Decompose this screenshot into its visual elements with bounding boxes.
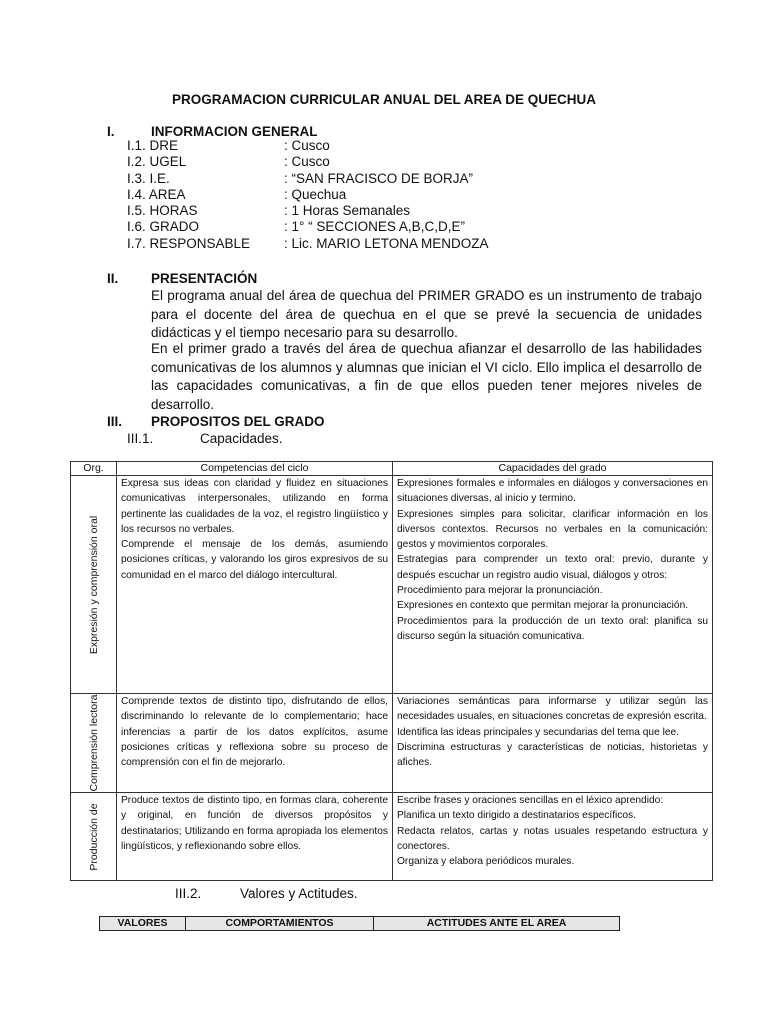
info-value: : Cusco [284,154,330,170]
column-header-capacidades: Capacidades del grado [393,462,713,476]
table-row [71,793,713,881]
capacidad-text: Procedimientos para la producción de un texto oral: planifica su discurso según la situación comunicativa. [397,615,708,642]
capacidad-text: Expresiones simples para solicitar, clarificar información en los diversos contextos. Recursos no verbales en la comunicación: gestos y movimientos corporales. [397,508,708,551]
info-value: : Cusco [284,138,330,153]
table-row [71,694,713,793]
competencias-cell [117,793,393,881]
subsection-label: Valores y Actitudes. [240,886,358,901]
info-label: I.1. DRE [127,138,179,153]
capacidad-text: Discrimina estructuras y características de noticias, historietas y afiches. [397,741,708,769]
subsection-number: III.2. [175,886,202,901]
org-label: Expresión y comprensión oral [87,515,100,654]
capacidades-cell [393,694,713,793]
info-label: I.2. UGEL [127,154,187,170]
capacidad-text: Redacta relatos, cartas y notas usuales respetando estructura y conectores. [397,825,708,852]
table-header-row [100,917,620,931]
document-title: PROGRAMACION CURRICULAR ANUAL DEL AREA DE QUECHUA [171,92,596,107]
org-label: Comprensión lectora [87,694,100,792]
section-title: INFORMACION GENERAL [151,124,318,139]
capacidad-text: Variaciones semánticas para informarse y utilizar según las necesidades usuales, en situaciones concretas de expresión escrita. [397,696,708,723]
competencia-text: Produce textos de distinto tipo, en formas clara, coherente y original, en función de diversos propósitos y destinatarios; Utilizando en forma apropiada los elementos lingüísticos, y reflexionando sobre ellos. [121,795,388,852]
capacidad-text: Escribe frases y oraciones sencillas en el léxico aprendido: [397,795,664,806]
section-title: PROPOSITOS DEL GRADO [151,414,325,429]
column-header-competencias: Competencias del ciclo [117,462,393,476]
info-label: I.6. GRADO [127,219,200,235]
column-header-valores: VALORES [100,917,186,931]
competencias-cell [117,476,393,694]
section-title: PRESENTACIÓN [151,271,258,286]
column-header-comportamientos: COMPORTAMIENTOS [186,917,374,931]
info-label: I.3. I.E. [127,170,170,186]
capacidad-text: Expresiones en contexto que permitan mejorar la pronunciación. [397,600,689,612]
presentation-paragraph-1: El programa anual del área de quechua del PRIMER GRADO es un instrumento de trabajo para el docente del área de quechua en el que se prevé la secuencia de unidades didácticas y el tiempo necesario para su desarrollo. [151,288,702,340]
info-value: : 1° “ SECCIONES A,B,C,D,E” [284,219,465,235]
org-label: Producción de [87,802,100,871]
competencia-text: Comprende el mensaje de los demás, asumiendo posiciones críticas, y valorando los giros expresivos de su comunidad en el marco del diálogo intercultural. [121,539,388,581]
subsection-number: III.1. [127,431,154,446]
org-cell [71,793,117,881]
table-header-row [71,462,713,476]
info-value: : Quechua [284,186,347,202]
capacities-table [70,461,713,881]
values-table [99,916,620,931]
info-value: : “SAN FRACISCO DE BORJA” [284,170,474,186]
capacidades-cell [393,793,713,881]
column-header-actitudes: ACTITUDES ANTE EL AREA [374,917,620,931]
capacidad-text: Procedimiento para mejorar la pronunciación. [397,585,603,597]
capacidad-text: Planifica un texto dirigido a destinatarios específicos. [397,810,636,822]
section-number: I. [107,124,115,139]
info-label: I.7. RESPONSABLE [127,235,251,251]
capacidad-text: Identifica las ideas principales y secundarias del tema que lee. [397,726,680,738]
info-label: I.4. AREA [127,186,186,202]
capacidad-text: Organiza y elabora periódicos murales. [397,856,575,868]
competencia-text: Expresa sus ideas con claridad y fluidez en situaciones comunicativas interpersonales, utilizando en forma pertinente las cualidades de la voz, el registro lingüístico y los recursos no verbales. [121,478,388,535]
presentation-paragraph-2: En el primer grado a través del área de quechua afianzar el desarrollo de las habilidades comunicativas de los alumnos y alumnas que inician el VI ciclo. Ello implica el desarrollo de las capacidades comunicativas, a fin de que ellos pueden tener mejores niveles de desarrollo. [151,341,702,412]
info-value: : Lic. MARIO LETONA MENDOZA [284,235,489,251]
competencia-text: Comprende textos de distinto tipo, disfrutando de ellos, discriminando lo relevante de lo complementario; hace inferencias a partir de los datos explícitos, asume posiciones críticas y reflexiona sobre su proceso de comprensión con el fin de mejorarlo. [121,696,388,769]
info-label: I.5. HORAS [127,203,198,219]
subsection-label: Capacidades. [200,431,283,446]
capacidades-cell [393,476,713,694]
column-header-org: Org. [71,462,117,476]
section-number: III. [107,414,123,429]
org-cell [71,476,117,694]
info-value: : 1 Horas Semanales [284,203,411,219]
section-number: II. [107,271,119,286]
competencias-cell [117,694,393,793]
capacidad-text: Estrategias para comprender un texto oral: previo, durante y después escuchar un registro audio visual, diálogos y otros: [397,554,708,581]
capacidad-text: Expresiones formales e informales en diálogos y conversaciones en situaciones diversas, al inicio y termino. [397,478,708,505]
table-row [71,476,713,694]
org-cell [71,694,117,793]
